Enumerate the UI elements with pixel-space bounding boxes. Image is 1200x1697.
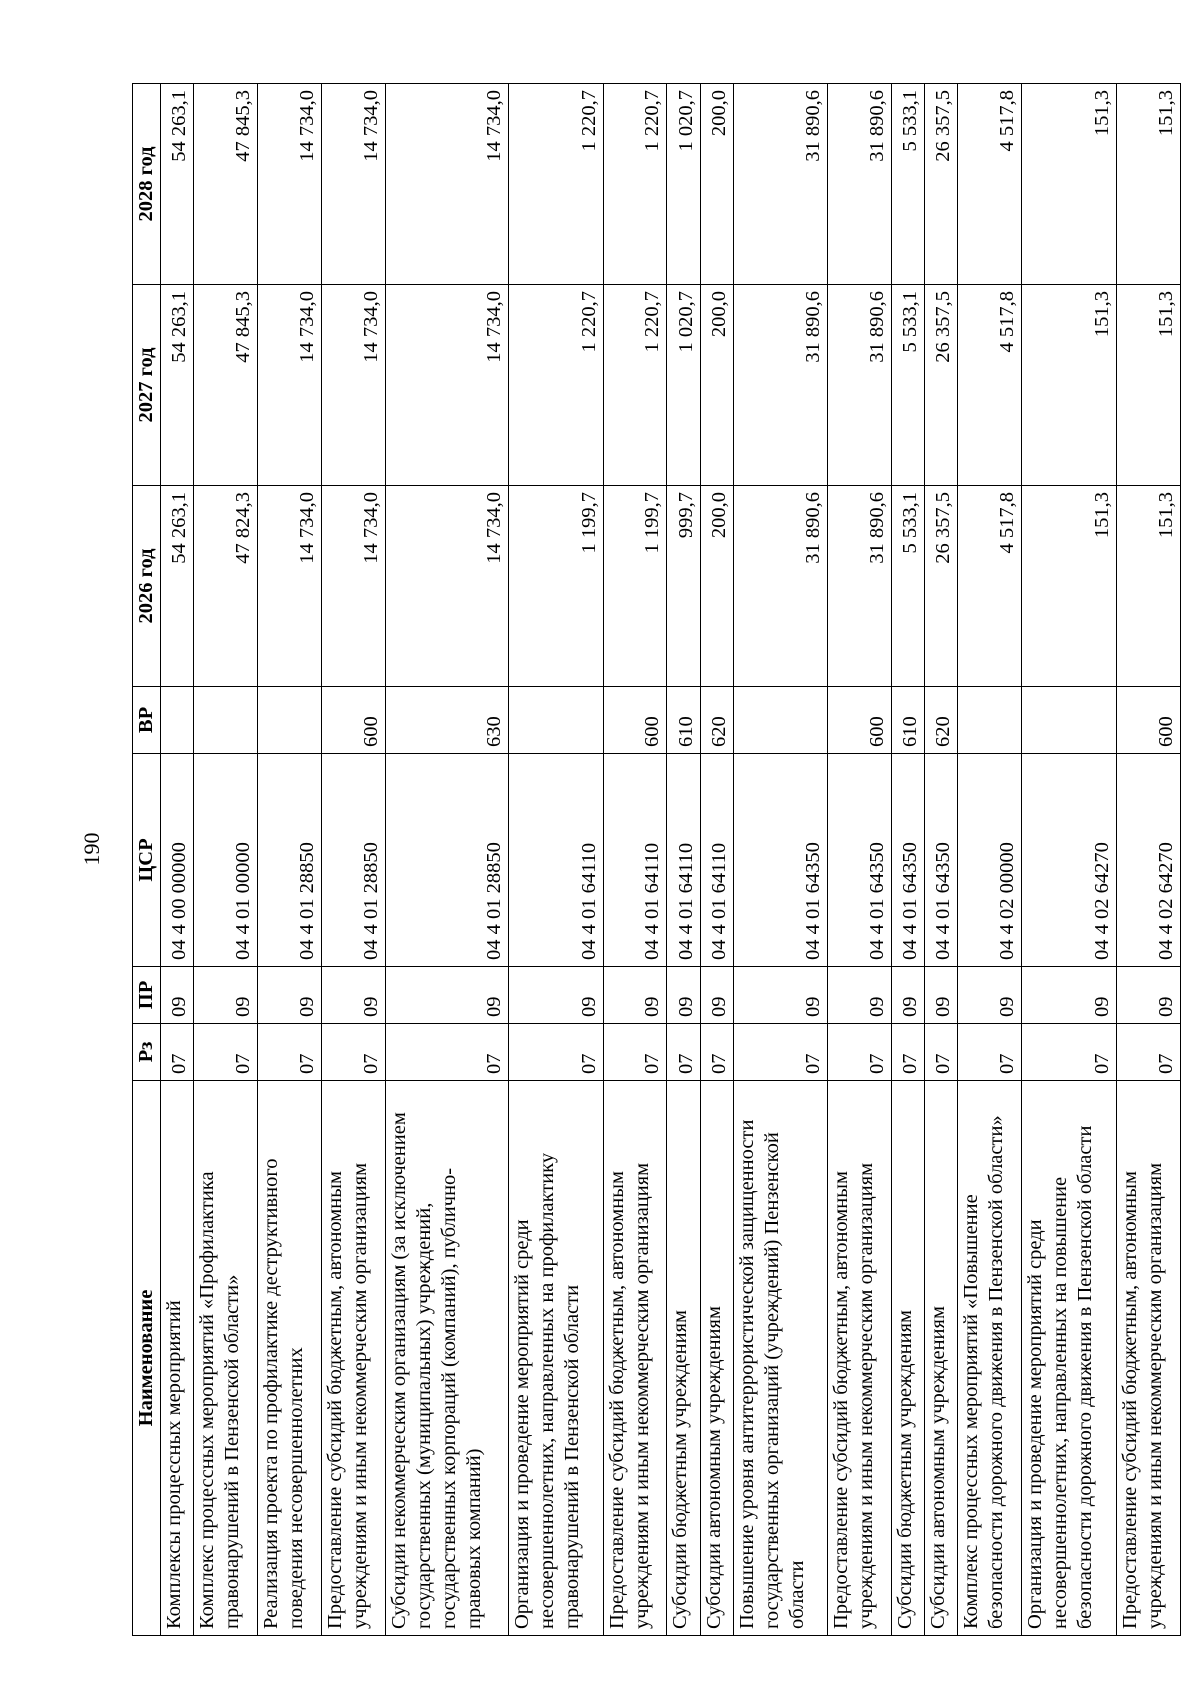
row-2028: 14 734,0 [258, 84, 322, 285]
table-row [700, 84, 733, 1636]
table-row [892, 84, 925, 1636]
row-2028: 200,0 [700, 84, 733, 285]
row-csr: 04 4 01 28850 [321, 754, 385, 967]
row-name: Субсидии бюджетным учреждениям [667, 1081, 700, 1636]
row-vr: 600 [321, 687, 385, 754]
row-rz: 07 [508, 1024, 603, 1081]
table-row [828, 84, 892, 1636]
row-2026: 200,0 [700, 486, 733, 687]
budget-table [132, 83, 1181, 1636]
row-csr: 04 4 01 64110 [667, 754, 700, 967]
row-pr: 09 [733, 967, 828, 1024]
row-csr: 04 4 02 64270 [1022, 754, 1117, 967]
row-2027: 1 220,7 [603, 285, 667, 486]
header-rz: Рз [133, 1024, 161, 1081]
row-pr: 09 [958, 967, 1022, 1024]
row-rz: 07 [258, 1024, 322, 1081]
row-vr [258, 687, 322, 754]
row-2027: 151,3 [1022, 285, 1117, 486]
row-rz: 07 [194, 1024, 258, 1081]
row-vr [733, 687, 828, 754]
row-2026: 151,3 [1117, 486, 1181, 687]
row-name: Предоставление субсидий бюджетным, автономным учреждениям и иным некоммерческим организациям [321, 1081, 385, 1636]
row-name: Субсидии некоммерческим организациям (за исключением государственных (муниципальных) учреждений, государственных корпораций (компаний), публично-правовых компаний) [385, 1081, 508, 1636]
row-vr [161, 687, 194, 754]
row-vr: 620 [925, 687, 958, 754]
table-row [194, 84, 258, 1636]
row-csr: 04 4 01 28850 [258, 754, 322, 967]
row-2026: 1 199,7 [603, 486, 667, 687]
row-name: Повышение уровня антитеррористической защищенности государственных организаций (учреждений) Пензенской области [733, 1081, 828, 1636]
row-2026: 26 357,5 [925, 486, 958, 687]
row-csr: 04 4 01 64350 [892, 754, 925, 967]
row-rz: 07 [700, 1024, 733, 1081]
row-csr: 04 4 01 64350 [828, 754, 892, 967]
row-2027: 54 263,1 [161, 285, 194, 486]
row-csr: 04 4 01 64350 [925, 754, 958, 967]
row-name: Организация и проведение мероприятий среди несовершеннолетних, направленных на повышение безопасности дорожного движения в Пензенской области [1022, 1081, 1117, 1636]
row-pr: 09 [1117, 967, 1181, 1024]
row-2028: 5 533,1 [892, 84, 925, 285]
row-name: Предоставление субсидий бюджетным, автономным учреждениям и иным некоммерческим организациям [1117, 1081, 1181, 1636]
row-2028: 4 517,8 [958, 84, 1022, 285]
row-name: Субсидии автономным учреждениям [700, 1081, 733, 1636]
row-2027: 14 734,0 [321, 285, 385, 486]
row-rz: 07 [161, 1024, 194, 1081]
table-row [385, 84, 508, 1636]
row-rz: 07 [925, 1024, 958, 1081]
row-rz: 07 [828, 1024, 892, 1081]
table-row [1117, 84, 1181, 1636]
row-2027: 4 517,8 [958, 285, 1022, 486]
row-pr: 09 [603, 967, 667, 1024]
row-vr: 610 [892, 687, 925, 754]
row-2026: 4 517,8 [958, 486, 1022, 687]
row-name: Комплексы процессных мероприятий [161, 1081, 194, 1636]
row-rz: 07 [958, 1024, 1022, 1081]
row-2028: 54 263,1 [161, 84, 194, 285]
row-vr [1022, 687, 1117, 754]
row-2028: 151,3 [1117, 84, 1181, 285]
row-rz: 07 [733, 1024, 828, 1081]
row-csr: 04 4 00 00000 [161, 754, 194, 967]
row-csr: 04 4 01 00000 [194, 754, 258, 967]
header-pr: ПР [133, 967, 161, 1024]
row-rz: 07 [603, 1024, 667, 1081]
row-2027: 1 020,7 [667, 285, 700, 486]
rotated-table-container [132, 84, 1181, 1636]
row-name: Комплекс процессных мероприятий «Повышение безопасности дорожного движения в Пензенской области» [958, 1081, 1022, 1636]
row-rz: 07 [1022, 1024, 1117, 1081]
row-2027: 26 357,5 [925, 285, 958, 486]
row-2027: 151,3 [1117, 285, 1181, 486]
row-2027: 14 734,0 [258, 285, 322, 486]
row-2027: 1 220,7 [508, 285, 603, 486]
row-csr: 04 4 01 28850 [385, 754, 508, 967]
row-vr [508, 687, 603, 754]
header-2027: 2027 год [133, 285, 161, 486]
table-row [321, 84, 385, 1636]
row-rz: 07 [892, 1024, 925, 1081]
row-vr: 600 [1117, 687, 1181, 754]
row-2028: 31 890,6 [828, 84, 892, 285]
row-2028: 1 020,7 [667, 84, 700, 285]
header-vr: ВР [133, 687, 161, 754]
row-name: Предоставление субсидий бюджетным, автономным учреждениям и иным некоммерческим организациям [603, 1081, 667, 1636]
row-2028: 47 845,3 [194, 84, 258, 285]
row-2028: 151,3 [1022, 84, 1117, 285]
row-pr: 09 [161, 967, 194, 1024]
table-row [925, 84, 958, 1636]
row-rz: 07 [1117, 1024, 1181, 1081]
row-vr: 620 [700, 687, 733, 754]
row-name: Субсидии бюджетным учреждениям [892, 1081, 925, 1636]
row-2028: 1 220,7 [508, 84, 603, 285]
row-pr: 09 [892, 967, 925, 1024]
row-pr: 09 [385, 967, 508, 1024]
table-row [508, 84, 603, 1636]
row-csr: 04 4 01 64110 [700, 754, 733, 967]
row-csr: 04 4 01 64110 [603, 754, 667, 967]
row-2026: 999,7 [667, 486, 700, 687]
row-vr [958, 687, 1022, 754]
row-vr: 630 [385, 687, 508, 754]
header-2028: 2028 год [133, 84, 161, 285]
row-pr: 09 [194, 967, 258, 1024]
row-pr: 09 [667, 967, 700, 1024]
table-row [667, 84, 700, 1636]
table-row [258, 84, 322, 1636]
table-row [603, 84, 667, 1636]
row-csr: 04 4 01 64110 [508, 754, 603, 967]
row-2026: 14 734,0 [321, 486, 385, 687]
row-vr: 610 [667, 687, 700, 754]
table-row [161, 84, 194, 1636]
row-pr: 09 [700, 967, 733, 1024]
header-row [133, 84, 161, 1636]
row-name: Организация и проведение мероприятий среди несовершеннолетних, направленных на профилактику правонарушений в Пензенской области [508, 1081, 603, 1636]
row-2026: 31 890,6 [733, 486, 828, 687]
row-name: Субсидии автономным учреждениям [925, 1081, 958, 1636]
row-csr: 04 4 02 64270 [1117, 754, 1181, 967]
row-2028: 1 220,7 [603, 84, 667, 285]
row-rz: 07 [385, 1024, 508, 1081]
row-pr: 09 [925, 967, 958, 1024]
row-2026: 151,3 [1022, 486, 1117, 687]
row-rz: 07 [667, 1024, 700, 1081]
header-csr: ЦСР [133, 754, 161, 967]
row-2026: 54 263,1 [161, 486, 194, 687]
header-name: Наименование [133, 1081, 161, 1636]
row-2026: 31 890,6 [828, 486, 892, 687]
row-vr [194, 687, 258, 754]
row-2028: 14 734,0 [321, 84, 385, 285]
row-2028: 31 890,6 [733, 84, 828, 285]
header-2026: 2026 год [133, 486, 161, 687]
table-row [733, 84, 828, 1636]
row-2026: 1 199,7 [508, 486, 603, 687]
row-2028: 14 734,0 [385, 84, 508, 285]
row-pr: 09 [258, 967, 322, 1024]
row-2027: 47 845,3 [194, 285, 258, 486]
row-2027: 31 890,6 [828, 285, 892, 486]
row-csr: 04 4 01 64350 [733, 754, 828, 967]
row-pr: 09 [508, 967, 603, 1024]
row-2027: 200,0 [700, 285, 733, 486]
row-name: Комплекс процессных мероприятий «Профилактика правонарушений в Пензенской области» [194, 1081, 258, 1636]
row-vr: 600 [828, 687, 892, 754]
row-2026: 5 533,1 [892, 486, 925, 687]
row-pr: 09 [1022, 967, 1117, 1024]
page-number: 190 [79, 832, 104, 866]
row-2026: 14 734,0 [258, 486, 322, 687]
table-row [958, 84, 1022, 1636]
row-pr: 09 [828, 967, 892, 1024]
row-2027: 14 734,0 [385, 285, 508, 486]
row-csr: 04 4 02 00000 [958, 754, 1022, 967]
table-row [1022, 84, 1117, 1636]
row-2027: 5 533,1 [892, 285, 925, 486]
row-name: Реализация проекта по профилактике деструктивного поведения несовершеннолетних [258, 1081, 322, 1636]
row-2026: 47 824,3 [194, 486, 258, 687]
row-pr: 09 [321, 967, 385, 1024]
row-2026: 14 734,0 [385, 486, 508, 687]
row-2027: 31 890,6 [733, 285, 828, 486]
row-rz: 07 [321, 1024, 385, 1081]
row-vr: 600 [603, 687, 667, 754]
row-2028: 26 357,5 [925, 84, 958, 285]
row-name: Предоставление субсидий бюджетным, автономным учреждениям и иным некоммерческим организациям [828, 1081, 892, 1636]
